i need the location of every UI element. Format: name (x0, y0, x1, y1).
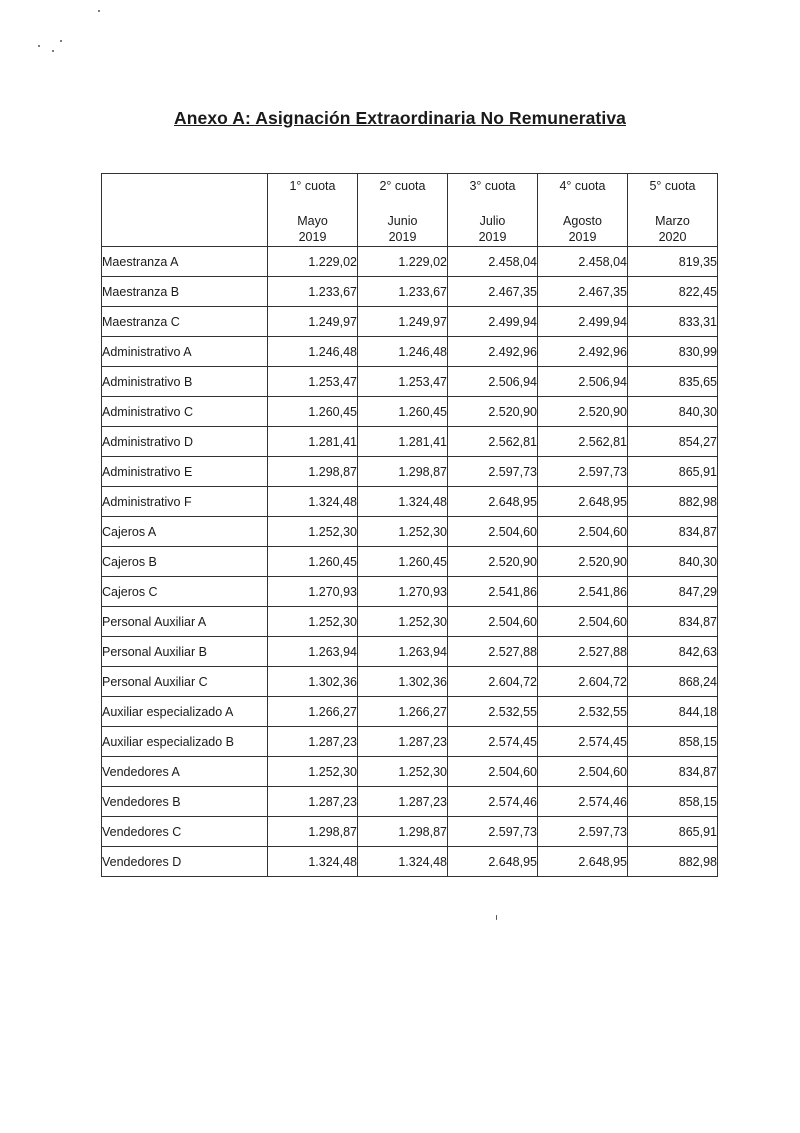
amount-cell: 2.648,95 (538, 847, 628, 877)
amount-cell: 2.604,72 (538, 667, 628, 697)
table-row (102, 577, 718, 607)
column-header: 2° cuota Junio 2019 (358, 174, 448, 247)
amount-cell: 1.246,48 (358, 337, 448, 367)
amount-cell: 865,91 (628, 817, 718, 847)
amount-cell: 882,98 (628, 487, 718, 517)
row-label: Maestranza A (102, 247, 268, 277)
amount-cell: 1.260,45 (268, 547, 358, 577)
amount-cell: 2.467,35 (448, 277, 538, 307)
amount-cell: 2.532,55 (448, 697, 538, 727)
row-label: Vendedores B (102, 787, 268, 817)
table-row (102, 817, 718, 847)
amount-cell: 865,91 (628, 457, 718, 487)
table-row (102, 787, 718, 817)
amount-cell: 2.648,95 (448, 847, 538, 877)
row-label: Cajeros C (102, 577, 268, 607)
amount-cell: 2.527,88 (538, 637, 628, 667)
table-row (102, 697, 718, 727)
column-header: 1° cuota Mayo 2019 (268, 174, 358, 247)
allowance-table (101, 173, 718, 877)
amount-cell: 2.504,60 (448, 757, 538, 787)
amount-cell: 2.520,90 (538, 397, 628, 427)
amount-cell: 1.233,67 (268, 277, 358, 307)
amount-cell: 1.263,94 (358, 637, 448, 667)
amount-cell: 2.597,73 (448, 457, 538, 487)
row-label: Maestranza B (102, 277, 268, 307)
amount-cell: 840,30 (628, 547, 718, 577)
row-label: Vendedores A (102, 757, 268, 787)
amount-cell: 1.260,45 (358, 547, 448, 577)
amount-cell: 2.597,73 (538, 457, 628, 487)
amount-cell: 2.574,45 (538, 727, 628, 757)
table-row (102, 727, 718, 757)
amount-cell: 2.504,60 (538, 517, 628, 547)
amount-cell: 1.233,67 (358, 277, 448, 307)
amount-cell: 2.504,60 (538, 607, 628, 637)
column-header: 5° cuota Marzo 2020 (628, 174, 718, 247)
table-row (102, 757, 718, 787)
amount-cell: 2.648,95 (538, 487, 628, 517)
amount-cell: 858,15 (628, 787, 718, 817)
amount-cell: 1.324,48 (358, 487, 448, 517)
amount-cell: 1.246,48 (268, 337, 358, 367)
row-label: Administrativo D (102, 427, 268, 457)
amount-cell: 1.287,23 (268, 727, 358, 757)
amount-cell: 2.458,04 (538, 247, 628, 277)
amount-cell: 1.270,93 (358, 577, 448, 607)
table-row (102, 427, 718, 457)
amount-cell: 1.302,36 (358, 667, 448, 697)
amount-cell: 1.252,30 (268, 517, 358, 547)
amount-cell: 1.263,94 (268, 637, 358, 667)
amount-cell: 1.298,87 (358, 817, 448, 847)
amount-cell: 1.281,41 (358, 427, 448, 457)
row-label: Personal Auxiliar A (102, 607, 268, 637)
amount-cell: 1.266,27 (358, 697, 448, 727)
row-label: Vendedores C (102, 817, 268, 847)
amount-cell: 2.574,46 (448, 787, 538, 817)
amount-cell: 1.252,30 (358, 607, 448, 637)
amount-cell: 1.298,87 (268, 817, 358, 847)
amount-cell: 2.499,94 (448, 307, 538, 337)
amount-cell: 1.298,87 (268, 457, 358, 487)
amount-cell: 2.506,94 (448, 367, 538, 397)
amount-cell: 868,24 (628, 667, 718, 697)
amount-cell: 1.252,30 (358, 757, 448, 787)
table-body (102, 247, 718, 877)
amount-cell: 1.324,48 (268, 847, 358, 877)
amount-cell: 819,35 (628, 247, 718, 277)
table-row (102, 487, 718, 517)
table-row (102, 367, 718, 397)
table-header-row (102, 174, 718, 247)
column-header: 3° cuota Julio 2019 (448, 174, 538, 247)
header-empty-cell (102, 174, 268, 247)
table-row (102, 247, 718, 277)
amount-cell: 2.458,04 (448, 247, 538, 277)
amount-cell: 1.298,87 (358, 457, 448, 487)
amount-cell: 2.597,73 (538, 817, 628, 847)
amount-cell: 2.597,73 (448, 817, 538, 847)
row-label: Personal Auxiliar C (102, 667, 268, 697)
table-row (102, 547, 718, 577)
amount-cell: 2.520,90 (448, 397, 538, 427)
amount-cell: 2.604,72 (448, 667, 538, 697)
amount-cell: 1.252,30 (268, 757, 358, 787)
scan-speck (98, 10, 100, 12)
amount-cell: 1.253,47 (268, 367, 358, 397)
amount-cell: 858,15 (628, 727, 718, 757)
table-row (102, 637, 718, 667)
amount-cell: 834,87 (628, 607, 718, 637)
scan-speck (38, 45, 40, 47)
table-row (102, 397, 718, 427)
amount-cell: 2.541,86 (448, 577, 538, 607)
amount-cell: 882,98 (628, 847, 718, 877)
scan-speck (52, 50, 54, 52)
amount-cell: 2.504,60 (448, 517, 538, 547)
column-header: 4° cuota Agosto 2019 (538, 174, 628, 247)
amount-cell: 2.574,45 (448, 727, 538, 757)
document-title: Anexo A: Asignación Extraordinaria No Remunerativa (173, 108, 626, 128)
row-label: Cajeros B (102, 547, 268, 577)
amount-cell: 2.506,94 (538, 367, 628, 397)
row-label: Maestranza C (102, 307, 268, 337)
amount-cell: 835,65 (628, 367, 718, 397)
amount-cell: 1.287,23 (358, 787, 448, 817)
row-label: Administrativo E (102, 457, 268, 487)
amount-cell: 1.302,36 (268, 667, 358, 697)
amount-cell: 1.266,27 (268, 697, 358, 727)
amount-cell: 1.287,23 (358, 727, 448, 757)
amount-cell: 842,63 (628, 637, 718, 667)
amount-cell: 1.324,48 (358, 847, 448, 877)
amount-cell: 2.492,96 (448, 337, 538, 367)
amount-cell: 1.229,02 (268, 247, 358, 277)
amount-cell: 1.249,97 (268, 307, 358, 337)
amount-cell: 1.260,45 (358, 397, 448, 427)
table-row (102, 457, 718, 487)
amount-cell: 2.499,94 (538, 307, 628, 337)
scan-speck (496, 915, 497, 920)
amount-cell: 1.252,30 (358, 517, 448, 547)
amount-cell: 840,30 (628, 397, 718, 427)
row-label: Administrativo F (102, 487, 268, 517)
amount-cell: 847,29 (628, 577, 718, 607)
amount-cell: 1.281,41 (268, 427, 358, 457)
amount-cell: 834,87 (628, 757, 718, 787)
amount-cell: 830,99 (628, 337, 718, 367)
amount-cell: 833,31 (628, 307, 718, 337)
amount-cell: 844,18 (628, 697, 718, 727)
amount-cell: 834,87 (628, 517, 718, 547)
row-label: Administrativo A (102, 337, 268, 367)
row-label: Cajeros A (102, 517, 268, 547)
table-row (102, 337, 718, 367)
amount-cell: 2.467,35 (538, 277, 628, 307)
amount-cell: 2.504,60 (448, 607, 538, 637)
row-label: Personal Auxiliar B (102, 637, 268, 667)
amount-cell: 2.562,81 (448, 427, 538, 457)
table-row (102, 847, 718, 877)
amount-cell: 1.260,45 (268, 397, 358, 427)
row-label: Vendedores D (102, 847, 268, 877)
amount-cell: 2.541,86 (538, 577, 628, 607)
table-row (102, 307, 718, 337)
amount-cell: 1.270,93 (268, 577, 358, 607)
amount-cell: 2.562,81 (538, 427, 628, 457)
table-row (102, 607, 718, 637)
amount-cell: 1.229,02 (358, 247, 448, 277)
table-row (102, 517, 718, 547)
amount-cell: 2.532,55 (538, 697, 628, 727)
amount-cell: 822,45 (628, 277, 718, 307)
amount-cell: 2.648,95 (448, 487, 538, 517)
amount-cell: 2.527,88 (448, 637, 538, 667)
row-label: Auxiliar especializado A (102, 697, 268, 727)
amount-cell: 1.324,48 (268, 487, 358, 517)
amount-cell: 2.520,90 (538, 547, 628, 577)
scan-speck (60, 40, 62, 42)
row-label: Administrativo C (102, 397, 268, 427)
table-row (102, 667, 718, 697)
amount-cell: 2.520,90 (448, 547, 538, 577)
amount-cell: 2.504,60 (538, 757, 628, 787)
amount-cell: 1.253,47 (358, 367, 448, 397)
amount-cell: 854,27 (628, 427, 718, 457)
amount-cell: 1.287,23 (268, 787, 358, 817)
amount-cell: 1.249,97 (358, 307, 448, 337)
amount-cell: 1.252,30 (268, 607, 358, 637)
amount-cell: 2.492,96 (538, 337, 628, 367)
amount-cell: 2.574,46 (538, 787, 628, 817)
row-label: Administrativo B (102, 367, 268, 397)
table-row (102, 277, 718, 307)
row-label: Auxiliar especializado B (102, 727, 268, 757)
